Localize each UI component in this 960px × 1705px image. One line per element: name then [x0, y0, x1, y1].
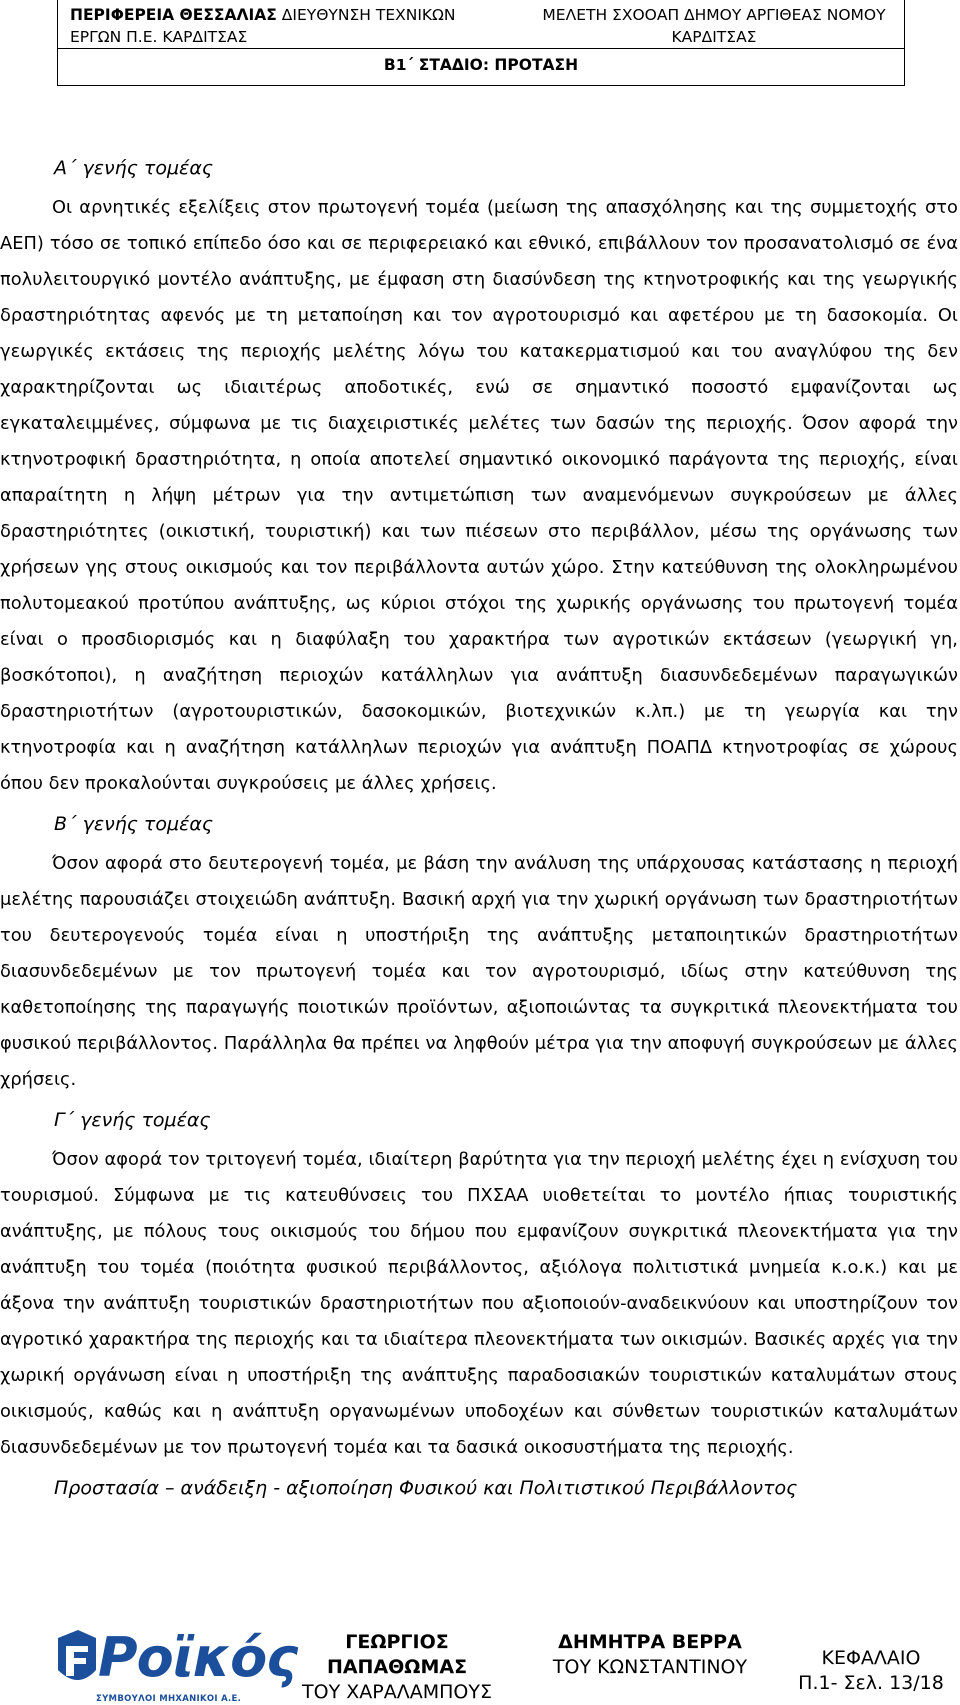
signatory-1-father: ΤΟΥ ΧΑΡΑΛΑΜΠΟΥΣ: [302, 1681, 492, 1703]
document-header: [57, 0, 905, 86]
signatory-2: [535, 1630, 765, 1680]
signatory-2-father: ΤΟΥ ΚΩΝΣΤΑΝΤΙΝΟΥ: [552, 1656, 748, 1678]
section-heading-primary: Α΄ γενής τομέας: [54, 157, 213, 179]
document-body: [0, 150, 958, 1506]
logo-wordmark: Ροϊκός: [98, 1626, 298, 1689]
company-logo: [52, 1626, 298, 1704]
header-study-title: ΜΕΛΕΤΗ ΣΧΟΟΑΠ ΔΗΜΟΥ ΑΡΓΙΘΕΑΣ ΝΟΜΟΥ ΚΑΡΔΙΤΣΑΣ: [542, 6, 886, 46]
page-reference: [796, 1646, 946, 1696]
logo-mark-icon: [52, 1628, 102, 1698]
section-heading-tertiary: Γ΄ γενής τομέας: [54, 1109, 211, 1131]
header-region: ΠΕΡΙΦΕΡΕΙΑ ΘΕΣΣΑΛΙΑΣ: [70, 6, 277, 24]
section-heading-secondary: Β΄ γενής τομέας: [54, 813, 214, 835]
header-divider: [58, 48, 904, 49]
section-text-tertiary: Όσον αφορά τον τριτογενή τομέα, ιδιαίτερη βαρύτητα για την περιοχή μελέτης έχει η ενίσχυση του τουρισμού. Σύμφωνα με τις κατευθύνσεις του ΠΧΣΑΑ υιοθετείται το μοντέλο ήπιας τουριστικής ανάπτυξης, με πόλους τους οικισμούς του δήμου που εμφανίζουν συγκριτικά πλεονεκτήματα για την ανάπτυξη του τομέα (ποιότητα φυσικού περιβάλλοντος, αξιόλογα πολιτιστικά μνημεία κ.ο.κ.) και με άξονα την ανάπτυξη τουριστικών δραστηριοτήτων που αξιοποιούν-αναδεικνύουν και υποστηρίζουν τον αγροτικό χαρακτήρα της περιοχής και τα ιδιαίτερα πλεονεκτήματα των οικισμών. Βασικές αρχές για την χωρική οργάνωση είναι η υποστήριξη της ανάπτυξης παραδοσιακών τουριστικών καταλυμάτων στους οικισμούς, καθώς και η ανάπτυξη οργανωμένων υποδοχέων και σύνθετων τουριστικών καταλυμάτων διασυνδεδεμένων με τον πρωτογενή τομέα και τα δασικά οικοσυστήματα της περιοχής.: [0, 1149, 958, 1458]
header-directorate: ΔΙΕΥΘΥΝΣΗ ΤΕΧΝΙΚΩΝ ΕΡΓΩΝ Π.Ε. ΚΑΡΔΙΤΣΑΣ: [70, 6, 456, 46]
section-heading-environment: Προστασία – ανάδειξη - αξιοποίηση Φυσικού και Πολιτιστικού Περιβάλλοντος: [54, 1477, 798, 1499]
header-stage: Β1΄ ΣΤΑΔΙΟ: ΠΡΟΤΑΣΗ: [383, 56, 579, 74]
section-text-primary: Οι αρνητικές εξελίξεις στον πρωτογενή τομέα (μείωση της απασχόλησης και της συμμετοχής στο ΑΕΠ) τόσο σε τοπικό επίπεδο όσο και σε περιφερειακό και εθνικό, επιβάλλουν τον προσανατολισμό σε ένα πολυλειτουργικό μοντέλο ανάπτυξης, με έμφαση στη διασύνδεση της κτηνοτροφικής και της γεωργικής δραστηριότητας αφενός με τη μεταποίηση και τον αγροτουρισμό και αφετέρου με τη δασοκομία. Οι γεωργικές εκτάσεις της περιοχής μελέτης λόγω του κατακερματισμού και του αναγλύφου της δεν χαρακτηρίζονται ως ιδιαιτέρως αποδοτικές, ενώ σε σημαντικό ποσοστό εμφανίζονται ως εγκαταλειμμένες, σύμφωνα με τις διαχειριστικές μελέτες των δασών της περιοχής. Όσον αφορά την κτηνοτροφική δραστηριότητα, η οποία αποτελεί σημαντικό οικονομικό παράγοντα της περιοχής, είναι απαραίτητη η λήψη μέτρων για την αντιμετώπιση των αναμενόμενων συγκρούσεων με άλλες δραστηριότητες (οικιστική, τουριστική) και των πιέσεων στο περιβάλλον, μέσω της οργάνωσης των χρήσεων γης στους οικισμούς και τον περιβάλλοντα αυτών χώρο. Στην κατεύθυνση της ολοκληρωμένου πολυτομεακού προτύπου ανάπτυξης, ως κύριοι στόχοι της χωρικής οργάνωσης του πρωτογενή τομέα είναι ο προσδιορισμός και η διαφύλαξη του χαρακτήρα των αγροτικών εκτάσεων (γεωργική γη, βοσκότοποι), η αναζήτηση περιοχών κατάλληλων για ανάπτυξη διασυνδεδεμένων παραγωγικών δραστηριοτήτων (αγροτουριστικών, δασοκομικών, βιοτεχνικών κ.λπ.) με τη γεωργία και την κτηνοτροφία και η αναζήτηση κατάλληλων περιοχών για ανάπτυξη ΠΟΑΠΔ κτηνοτροφίας σε χώρους όπου δεν προκαλούνται συγκρούσεις με άλλες χρήσεις.: [0, 197, 958, 794]
section-text-secondary: Όσον αφορά στο δευτερογενή τομέα, με βάση την ανάλυση της υπάρχουσας κατάστασης η περιοχή μελέτης παρουσιάζει στοιχειώδη ανάπτυξη. Βασική αρχή για την χωρική οργάνωση των δραστηριοτήτων του δευτερογενούς τομέα είναι η υποστήριξη της ανάπτυξης μεταποιητικών δραστηριοτήτων διασυνδεδεμένων με τον πρωτογενή τομέα και τον αγροτουρισμό, ιδίως στην κατεύθυνση της καθετοποίησης της παραγωγής ποιοτικών προϊόντων, αξιοποιώντας τα συγκριτικά πλεονεκτήματα του φυσικού περιβάλλοντος. Παράλληλα θα πρέπει να ληφθούν μέτρα για την αποφυγή συγκρούσεων με άλλες χρήσεις.: [0, 853, 958, 1090]
document-footer: [0, 1610, 960, 1704]
logo-subtitle: ΣΥΜΒΟΥΛΟΙ ΜΗΧΑΝΙΚΟΙ Α.Ε.: [96, 1694, 242, 1704]
signatory-1-name: ΓΕΩΡΓΙΟΣ ΠΑΠΑΘΩΜΑΣ: [326, 1631, 468, 1678]
page-number: Π.1- Σελ. 13/18: [798, 1672, 944, 1694]
header-authority: [70, 4, 510, 48]
signatory-1: [282, 1630, 512, 1705]
chapter-label: ΚΕΦΑΛΑΙΟ: [821, 1647, 921, 1669]
signatory-2-name: ΔΗΜΗΤΡΑ ΒΕΡΡΑ: [558, 1631, 742, 1653]
